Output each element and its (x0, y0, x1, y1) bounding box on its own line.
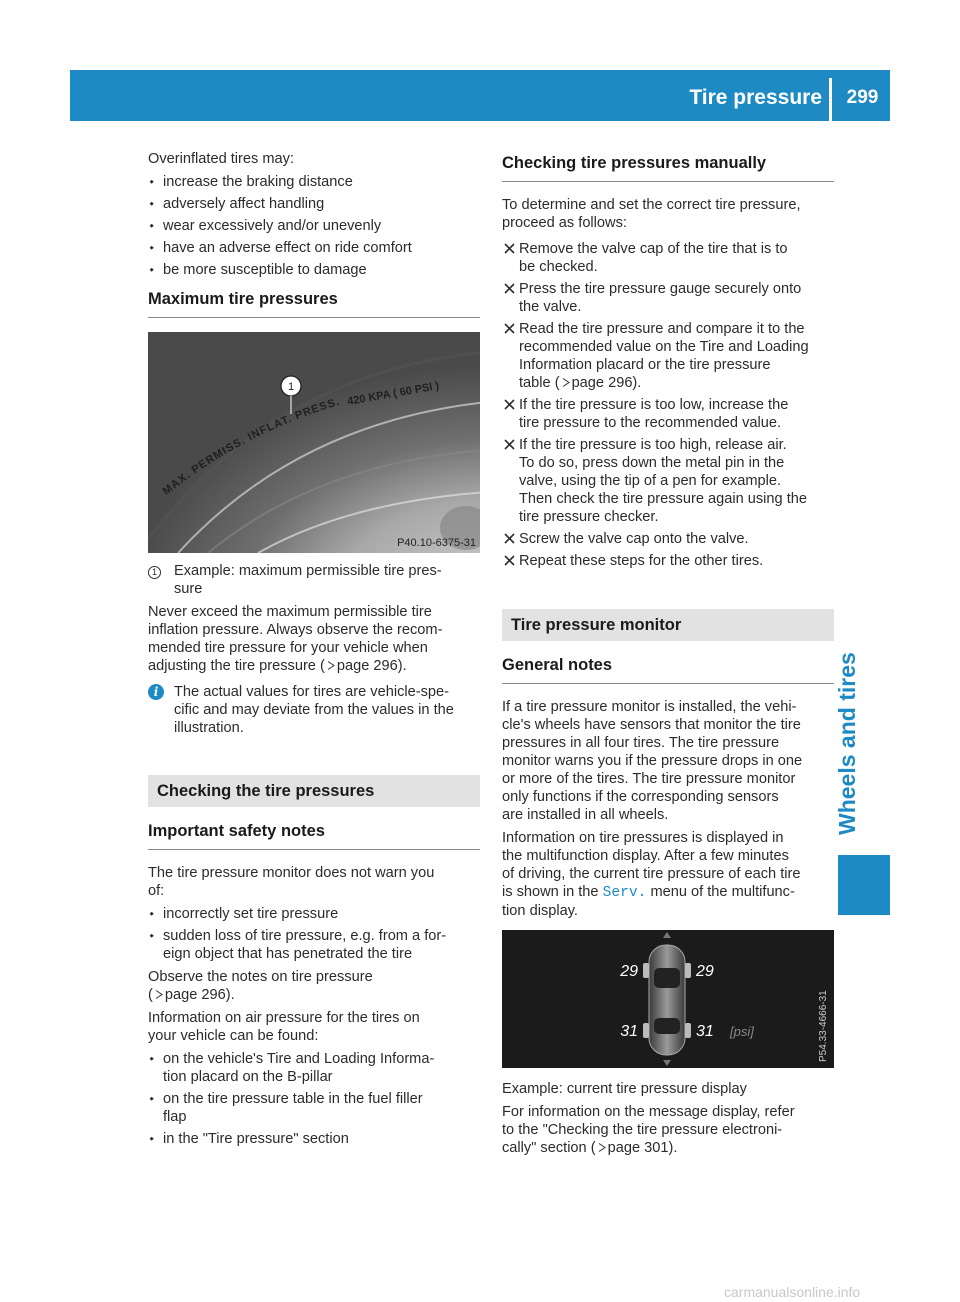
step-marker-icon (504, 283, 515, 294)
safety-list (148, 905, 480, 963)
list-item: ■ increase the braking distance (148, 173, 480, 191)
footer-watermark: carmanualsonline.info (724, 1284, 861, 1300)
step-text: Repeat these steps for the other tires. (519, 553, 764, 569)
manual-check-intro: To determine and set the correct tire pressure, proceed as follows: (502, 197, 801, 231)
page-reference-arrow-icon (327, 661, 335, 670)
general-notes-heading: General notes (502, 655, 834, 684)
text-segment: menu of the multifunc- tion display. (502, 884, 795, 919)
tire-sidewall-image (148, 332, 480, 553)
sidewall-marking: MAX. PERMISS. INFLAT. PRESS. (160, 395, 342, 498)
text-line: Never exceed the maximum permissible tire (148, 604, 432, 620)
list-item: ■ on the tire pressure table in the fuel filler flap (148, 1090, 480, 1126)
general-notes-text: If a tire pressure monitor is installed, the vehi- cle's wheels have sensors that monitor the tire pressures in all four tires. The tire pressure monitor warns you if the pressure drops in one or more of the tires. The tire pressure monitor only functions if the corresponding sensors are installed in all wheels. (502, 699, 803, 823)
step-marker-icon (504, 243, 515, 254)
page-reference-arrow-icon (155, 990, 163, 999)
tire-caption (148, 562, 480, 598)
front-left-pressure: 29 (620, 963, 638, 980)
found-list (148, 1050, 480, 1148)
step-marker-icon (504, 555, 515, 566)
step-marker-icon (504, 439, 515, 450)
safety-notes-heading: Important safety notes (148, 821, 480, 850)
observe-notes-text: Observe the notes on tire pressure ( page 296). (148, 969, 373, 1003)
tire-callout-number: 1 (287, 381, 295, 393)
step-item (502, 396, 834, 432)
serv-menu-name: Serv. (602, 885, 647, 901)
list-item: ■ in the "Tire pressure" section (148, 1130, 480, 1148)
list-item: ■ wear excessively and/or unevenly (148, 217, 480, 235)
page-reference-link[interactable]: page 296). (336, 658, 407, 674)
page-reference-arrow-icon (598, 1143, 606, 1152)
header-divider (829, 78, 832, 121)
front-right-pressure: 29 (696, 963, 714, 980)
right-column (502, 150, 834, 1162)
manual-check-heading: Checking tire pressures manually (502, 153, 834, 182)
step-text: Screw the valve cap onto the valve. (519, 531, 749, 547)
checking-pressures-band: Checking the tire pressures (148, 775, 480, 807)
side-tab-block (838, 855, 890, 915)
left-column (148, 150, 480, 1153)
pressure-unit: [psi] (730, 1024, 754, 1039)
step-text: Press the tire pressure gauge securely onto the valve. (519, 281, 802, 315)
info-icon: i (148, 684, 164, 700)
text-line: mended tire pressure for your vehicle when (148, 640, 428, 656)
list-item: ■ incorrectly set tire pressure (148, 905, 480, 923)
sidewall-pressure-value: 420 KPA ( 60 PSI ) (346, 379, 441, 408)
step-text: If the tire pressure is too high, release air. To do so, press down the metal pin in the valve, using the tip of a pen for example. Then check the tire pressure again using the tire pressure checker. (519, 437, 807, 525)
page-header (70, 70, 890, 121)
text-line: adjusting the tire pressure ( (148, 658, 325, 674)
page-reference-arrow-icon (562, 378, 570, 387)
step-item (502, 280, 834, 316)
tire-caption-text: Example: maximum permissible tire pres- sure (174, 563, 442, 597)
tire-sidewall-illustration (148, 332, 480, 553)
tire-pressure-display (502, 930, 834, 1068)
step-text: Remove the valve cap of the tire that is to be checked. (519, 241, 788, 275)
safety-intro: The tire pressure monitor does not warn you of: (148, 865, 435, 899)
never-exceed-text (148, 603, 480, 675)
step-marker-icon (504, 399, 515, 410)
step-marker-icon (504, 533, 515, 544)
tire-pressure-display-image (502, 930, 834, 1068)
rear-right-pressure: 31 (696, 1023, 714, 1040)
tire-image-code: P40.10-6375-31 (397, 537, 476, 549)
overinflated-intro: Overinflated tires may: (148, 151, 294, 167)
manual-check-steps (502, 240, 834, 570)
page-reference-link[interactable]: page 296). (164, 987, 235, 1003)
rear-left-pressure: 31 (620, 1023, 638, 1040)
page-reference-link[interactable]: page 301). (607, 1140, 678, 1156)
step-item (502, 530, 834, 548)
info-note-text: The actual values for tires are vehicle-spe- cific and may deviate from the values in the illustration. (174, 684, 454, 736)
list-item: ■ have an adverse effect on ride comfort (148, 239, 480, 257)
overinflated-effects-list (148, 173, 480, 279)
step-marker-icon (504, 323, 515, 334)
page-number: 299 (846, 87, 879, 108)
text-segment: Information on tire pressures is displayed in the multifunction display. After a few minutes of driving, the current tire pressure of each tire is shown in the (502, 830, 801, 900)
display-info-text (502, 829, 834, 920)
text-line: Observe the notes on tire pressure (148, 969, 373, 985)
text-line: inflation pressure. Always observe the recom- (148, 622, 443, 638)
side-tab-label: Wheels and tires (834, 652, 860, 835)
step-item (502, 552, 834, 570)
step-item (502, 320, 834, 392)
text-segment: For information on the message display, refer to the "Checking the tire pressure electroni- cally" section ( (502, 1104, 795, 1156)
list-item: ■ sudden loss of tire pressure, e.g. from a for- eign object that has penetrated the tire (148, 927, 480, 963)
message-display-text (502, 1103, 834, 1157)
max-pressures-heading: Maximum tire pressures (148, 289, 480, 318)
list-item: ■ be more susceptible to damage (148, 261, 480, 279)
step-item (502, 436, 834, 526)
display-image-code: P54.33-4666-31 (818, 990, 829, 1062)
header-title: Tire pressure (689, 86, 822, 109)
info-found-text: Information on air pressure for the tires on your vehicle can be found: (148, 1010, 420, 1044)
display-caption: Example: current tire pressure display (502, 1081, 747, 1097)
caption-callout-number: 1 (148, 566, 161, 579)
info-note (148, 683, 480, 737)
page-reference-link[interactable]: page 296). (571, 375, 642, 391)
list-item: ■ adversely affect handling (148, 195, 480, 213)
step-item (502, 240, 834, 276)
step-text: If the tire pressure is too low, increase the tire pressure to the recommended value. (519, 397, 789, 431)
tire-monitor-band: Tire pressure monitor (502, 609, 834, 641)
step-text: Read the tire pressure and compare it to the recommended value on the Tire and Loading Information placard or the tire pressure table ( (519, 321, 809, 391)
list-item: ■ on the vehicle's Tire and Loading Informa- tion placard on the B-pillar (148, 1050, 480, 1086)
